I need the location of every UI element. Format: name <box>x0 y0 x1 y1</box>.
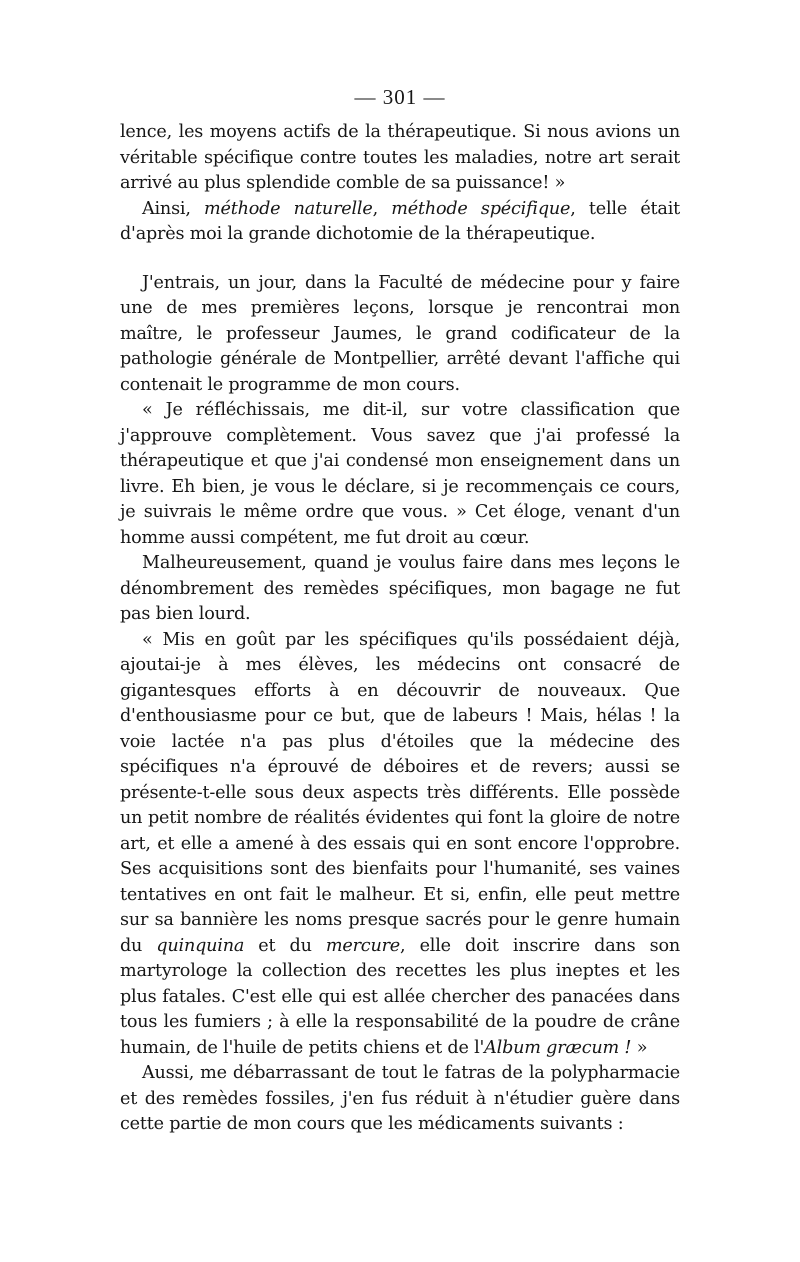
paragraph-3: J'entrais, un jour, dans la Faculté de médecine pour y faire une de mes premières leçons, lorsque je rencontrai mon maître, le professeur Jaumes, le grand codificateur de la pathologie générale de Montpellier, arrêté devant l'affiche qui contenait le programme de mon cours. <box>120 272 680 395</box>
paragraph-4: « Je réfléchissais, me dit-il, sur votre classification que j'approuve complètement. Vous savez que j'ai professé la thérapeutique et que j'ai condensé mon enseignement dans un livre. Eh bien, je vous le déclare, si je recommençais ce cours, je suivrais le même ordre que vous. » Cet éloge, venant d'un homme aussi compétent, me fut droit au cœur. <box>120 400 680 548</box>
p6-mid: et du <box>244 935 326 956</box>
p6-after: » <box>631 1037 648 1058</box>
p2-mid: , <box>372 198 392 219</box>
p6-before: « Mis en goût par les spécifiques qu'ils possédaient déjà, ajoutai-je à mes élèves, les médecins ont consacré de gigantesques efforts à en découvrir de nouveaux. Que d'enthousiasme pour ce but, que de labeurs ! Mais, hélas ! la voie lactée n'a pas plus d'étoiles que la médecine des spécifiques n'a éprouvé de déboires et de revers; aussi se présente-t-elle sous deux aspects très différents. Elle possède un petit nombre de réalités évidentes qui font la gloire de notre art, et elle a amené à des essais qui en sont encore l'opprobre. Ses acquisitions sont des bienfaits pour l'humanité, ses vaines tentatives en ont fait le malheur. Et si, enfin, elle peut mettre sur sa bannière les noms presque sacrés pour le genre humain du <box>120 629 680 956</box>
mercure-term: mercure <box>325 935 401 956</box>
p2-before: Ainsi, <box>142 198 204 219</box>
paragraph-6 <box>120 628 680 1062</box>
p2-after: , telle était d'après moi la grande dichotomie de la thérapeutique. <box>120 198 681 244</box>
methode-specifique-term: méthode spécifique <box>391 198 571 219</box>
paragraph-7: Aussi, me débarrassant de tout le fatras de la polypharmacie et des remèdes fossiles, j'en fus réduit à n'étudier guère dans cette partie de mon cours que les médicaments suivants : <box>120 1063 680 1134</box>
quinquina-term: quinquina <box>156 935 245 956</box>
album-graecum-term: Album græcum ! <box>484 1037 632 1058</box>
methode-naturelle-term: méthode naturelle <box>204 198 373 219</box>
page-number: — 301 — <box>354 85 446 109</box>
book-page <box>120 84 680 1138</box>
paragraph-5: Malheureusement, quand je voulus faire dans mes leçons le dénombrement des remèdes spécifiques, mon bagage ne fut pas bien lourd. <box>120 553 680 624</box>
paragraph-2 <box>120 197 680 248</box>
p6-mid2: , elle doit inscrire dans son martyrologe la collection des recettes les plus ineptes et les plus fatales. C'est elle qui est allée chercher des panacées dans tous les fumiers ; à elle la responsabilité de la poudre de crâne humain, de l'huile de petits chiens et de l' <box>120 935 680 1058</box>
paragraph-1: lence, les moyens actifs de la thérapeutique. Si nous avions un véritable spécifique contre toutes les maladies, notre art serait arrivé au plus splendide comble de sa puissance! » <box>120 122 680 193</box>
